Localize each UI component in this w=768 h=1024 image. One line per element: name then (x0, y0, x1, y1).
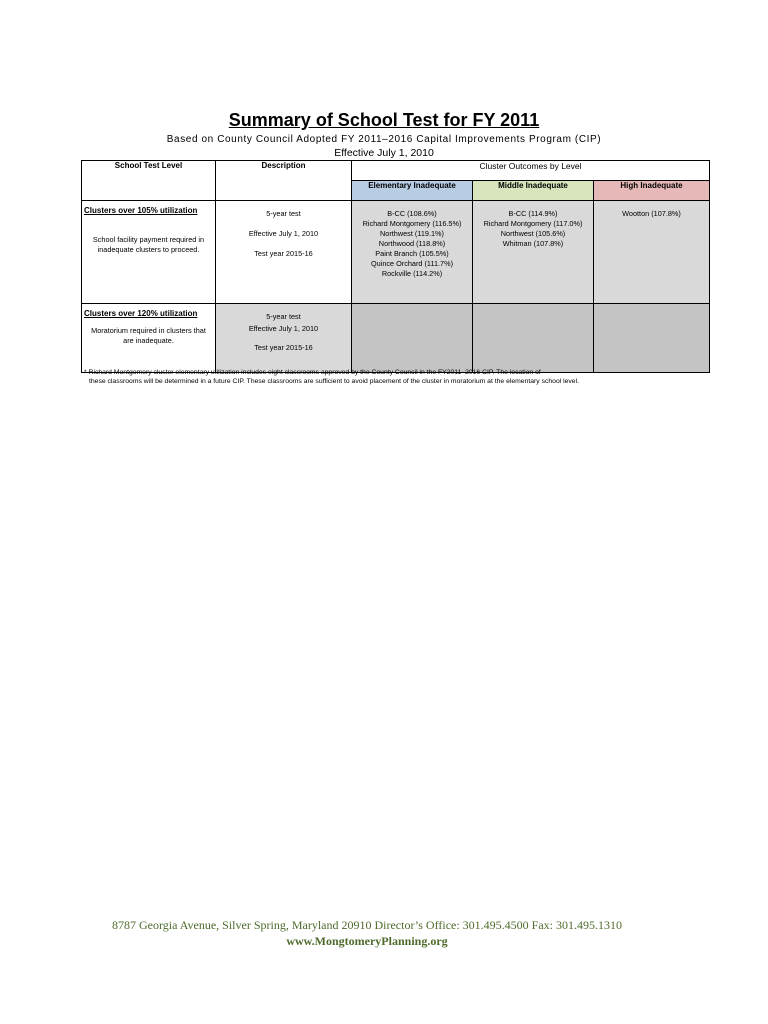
footer-address: 8787 Georgia Avenue, Silver Spring, Maryland 20910 Director’s Office: 301.495.4500 Fax: 301.495.1310 (111, 918, 623, 932)
description-line: Test year 2015-16 (254, 343, 313, 352)
elementary-cell (352, 201, 473, 304)
high-cell (594, 304, 710, 373)
header-cluster-outcomes: Cluster Outcomes by Level (352, 161, 710, 181)
middle-cell (473, 304, 594, 373)
table-row-105 (82, 201, 710, 304)
cluster-entry: B-CC (108.6%) (387, 209, 437, 218)
level-title: Clusters over 120% utilization (84, 309, 198, 318)
effective-date: Effective July 1, 2010 (334, 147, 434, 159)
header-school-test-level: School Test Level (82, 161, 216, 201)
cluster-entry: Paint Branch (105.5%) (375, 249, 449, 258)
level-cell (82, 201, 216, 304)
description-line: Effective July 1, 2010 (248, 324, 319, 333)
header-elementary-inadequate: Elementary Inadequate (352, 181, 473, 201)
elementary-cell (352, 304, 473, 373)
footnote-line: * Richard Montgomery cluster elementary utilization includes eight classrooms approved by the County Council in the FY2011–2016 CIP. The location of (84, 369, 541, 376)
description-line: 5-year test (266, 312, 301, 321)
cluster-entry: Quince Orchard (111.7%) (370, 259, 454, 268)
header-description: Description (216, 161, 352, 201)
cluster-entry: Rockville (114.2%) (381, 269, 443, 278)
middle-cell (473, 201, 594, 304)
page-title: Summary of School Test for FY 2011 (228, 110, 540, 130)
level-cell (82, 304, 216, 373)
page-subtitle: Based on County Council Adopted FY 2011–2016 Capital Improvements Program (CIP) (166, 134, 602, 145)
footnote-line: these classrooms will be determined in a future CIP. These classrooms are sufficient to avoid placement of the cluster in moratorium at the elementary school level. (89, 378, 579, 385)
description-line: Test year 2015-16 (254, 249, 313, 258)
description-line: Effective July 1, 2010 (248, 229, 319, 238)
footer-website-link[interactable]: www.MongtomeryPlanning.org (286, 934, 448, 948)
cluster-entry: Whitman (107.8%) (502, 239, 564, 248)
description-cell (216, 304, 352, 373)
level-note: School facility payment required in inadequate clusters to proceed. (92, 235, 205, 254)
table-row-120 (82, 304, 710, 373)
level-note: Moratorium required in clusters that are inadequate. (91, 326, 206, 345)
cluster-entry: Richard Montgomery (117.0%) (483, 219, 583, 228)
school-test-table (81, 160, 710, 373)
footnote (84, 368, 724, 386)
description-cell (216, 201, 352, 304)
high-cell (594, 201, 710, 304)
description-line: 5-year test (266, 209, 301, 218)
cluster-entry: Northwest (119.1%) (380, 229, 444, 238)
cluster-entry: Wootton (107.8%) (622, 209, 681, 218)
header-high-inadequate: High Inadequate (594, 181, 710, 201)
cluster-entry: B-CC (114.9%) (508, 209, 558, 218)
cluster-entry: Northwest (105.6%) (500, 229, 566, 238)
cluster-entry: Richard Montgomery (116.5%) (362, 219, 462, 228)
cluster-entry: Northwood (118.8%) (378, 239, 446, 248)
level-title: Clusters over 105% utilization (84, 206, 198, 215)
header-middle-inadequate: Middle Inadequate (473, 181, 594, 201)
